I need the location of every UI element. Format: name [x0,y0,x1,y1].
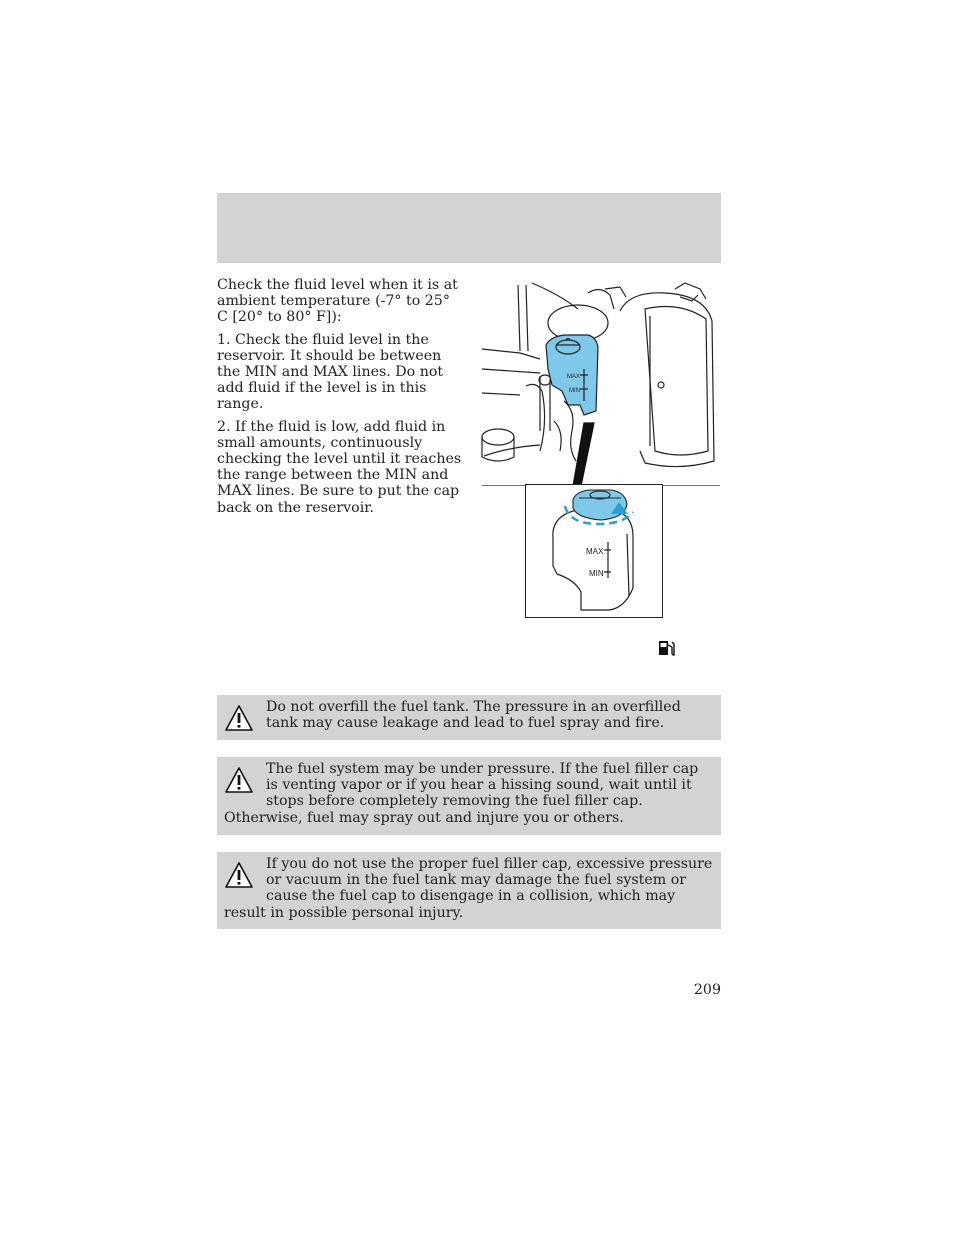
fuel-pump-icon [657,638,677,658]
warning-triangle-icon [224,766,254,794]
reservoir-detail-illustration [525,484,663,618]
warning-triangle-icon [224,704,254,732]
step-1-paragraph: 1. Check the fluid level in the reservoir. It should be between the MIN and MAX lines. Do not add fluid if the level is in this range. [217,331,444,413]
engine-min-label: MIN [569,388,580,394]
page-number: 209 [693,982,721,998]
warning-box [217,852,721,929]
warning-triangle-icon [224,861,254,889]
engine-compartment-illustration [480,281,722,486]
warning-text: Do not overfill the fuel tank. The pressure in an overfilled tank may cause leakage and lead to fuel spray and fire. [266,699,681,732]
detail-max-label: MAX [586,547,604,556]
section-header-band [217,193,721,263]
warning-box [217,695,721,740]
detail-min-label: MIN [589,569,604,578]
warning-text: If you do not use the proper fuel filler cap, excessive pressure or vacuum in the fuel tank may damage the fuel system or cause the fuel cap to disengage in a collision, which may result in possible personal injury. [224,856,713,921]
step-2-paragraph: 2. If the fluid is low, add fluid in small amounts, continuously checking the level until it reaches the range between the MIN and MAX lines. Be sure to put the cap back on the reservoir. [217,418,462,516]
warning-text: The fuel system may be under pressure. If the fuel filler cap is venting vapor or if you hear a hissing sound, wait until it stops before completely removing the fuel filler cap. Otherwise, fuel may spray out and injure you or others. [224,761,699,826]
intro-paragraph: Check the fluid level when it is at ambient temperature (-7° to 25° C [20° to 80° F]): [217,277,458,326]
engine-max-label: MAX [567,374,581,380]
warning-box [217,757,721,835]
instructions-text [217,277,462,522]
